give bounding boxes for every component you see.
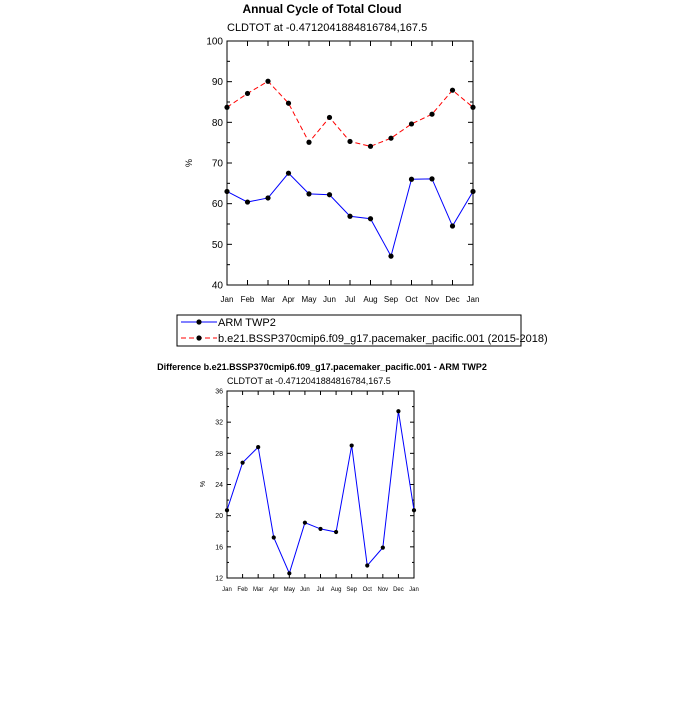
chart1-series-2-point [470,105,475,110]
chart1-subtitle: CLDTOT at -0.4712041884816784,167.5 [227,22,428,34]
legend-label-model: b.e21.BSSP370cmip6.f09_g17.pacemaker_pacific.001 (2015-2018) [218,333,548,345]
chart1-xtick-label: May [301,295,317,304]
chart1-y-axis-label: % [184,158,194,168]
chart1-series-2-point [224,105,229,110]
chart1-series-1-point [265,195,270,200]
chart1-series [224,79,475,259]
chart2-xtick-label: Mar [252,587,264,593]
chart1-series-1-point [306,191,311,196]
chart1-series-1-point [409,177,414,182]
chart2-xtick-label: Sep [346,587,358,593]
chart2-series-1-point [381,546,385,550]
chart2-ytick-label: 28 [215,450,223,458]
chart2-ytick-label: 12 [215,575,223,583]
chart1-series-2-point [429,112,434,117]
difference-chart [157,362,487,593]
chart1-series-2-point [327,115,332,120]
chart1-series-1-point [286,171,291,176]
chart2-series-1-point [412,508,416,512]
chart1-series-1-point [450,223,455,228]
chart1-xtick-label: Jan [220,295,234,304]
chart1-series-1-point [429,176,434,181]
chart1-series-2-point [450,88,455,93]
chart2-xtick-label: Nov [377,587,389,593]
chart2-ytick-label: 36 [215,388,223,396]
chart2-ytick-label: 16 [215,544,223,552]
chart2-xtick-label: Jun [300,587,310,593]
chart1-series-2-point [245,91,250,96]
chart2-xtick-label: Jan [409,587,419,593]
chart1-series-2-point [388,136,393,141]
chart1-xtick-label: Apr [282,295,295,304]
chart1-y-ticks [206,37,473,292]
chart1-series-2-point [306,140,311,145]
chart2-xtick-label: Aug [330,587,342,593]
chart1-series-1-point [327,192,332,197]
chart2-ytick-label: 32 [215,419,223,427]
chart2-series [225,409,416,575]
chart1-ytick-label: 60 [211,199,223,211]
chart1-series-2-point [347,139,352,144]
chart1-title: Annual Cycle of Total Cloud [242,2,402,16]
chart2-plot-frame [227,391,414,578]
chart1-xtick-label: Oct [405,295,418,304]
chart1-ytick-label: 90 [211,77,223,89]
chart2-y-axis-label: % [200,480,207,488]
chart1-series-1-point [470,189,475,194]
chart1-xtick-label: Jul [344,295,356,304]
chart1-ytick-label: 70 [211,158,223,170]
chart2-subtitle: CLDTOT at -0.4712041884816784,167.5 [227,376,391,386]
chart2-series-1-point [256,445,260,449]
chart1-series-1-point [224,189,229,194]
chart2-ytick-label: 24 [215,481,223,489]
chart1-xtick-label: Aug [363,295,378,304]
chart2-xtick-label: Feb [237,587,248,593]
chart2-series-1-point [318,527,322,531]
chart1-series-line-2 [227,81,473,146]
chart1-xtick-label: Dec [445,295,460,304]
legend-marker-model [196,335,201,340]
chart2-series-1-point [303,521,307,525]
chart2-ytick-label: 20 [215,513,223,521]
chart2-xtick-label: Dec [393,587,404,593]
chart1-series-1-point [245,199,250,204]
chart2-series-1-point [365,563,369,567]
chart2-xtick-label: Jan [222,587,232,593]
chart2-series-1-point [334,530,338,534]
chart1-series-1-point [368,216,373,221]
chart2-series-1-point [240,461,244,465]
chart1-series-2-point [368,144,373,149]
legend-label-obs: ARM TWP2 [218,317,276,329]
annual-cycle-chart [177,2,548,346]
chart1-legend [177,315,548,346]
chart1-xtick-label: Sep [383,295,399,304]
chart1-ytick-label: 50 [211,239,223,251]
chart2-xtick-label: Apr [269,587,279,593]
chart1-xtick-label: Feb [240,295,255,304]
chart1-ytick-label: 100 [206,36,223,48]
chart1-xtick-label: Mar [261,295,275,304]
chart1-series-1-point [347,214,352,219]
chart2-y-ticks [215,388,414,582]
chart2-series-1-point [287,571,291,575]
chart2-series-1-point [350,443,354,447]
chart1-series-2-point [286,101,291,106]
chart1-plot-frame [227,41,473,285]
chart2-series-1-point [225,508,229,512]
chart1-xtick-label: Jan [466,295,480,304]
chart1-x-ticks [221,41,480,304]
chart1-ytick-label: 40 [211,280,223,292]
chart2-xtick-label: Jul [316,587,325,593]
chart2-xtick-label: Oct [362,587,372,593]
chart2-title: Difference b.e21.BSSP370cmip6.f09_g17.pacemaker_pacific.001 - ARM TWP2 [157,362,487,372]
chart1-xtick-label: Jun [323,295,336,304]
chart2-series-1-point [272,535,276,539]
chart2-series-1-point [396,409,400,413]
legend-marker-obs [196,319,201,324]
chart1-xtick-label: Nov [424,295,440,304]
chart1-series-1-point [388,254,393,259]
chart1-series-2-point [265,79,270,84]
chart2-xtick-label: May [283,587,296,593]
chart1-ytick-label: 80 [211,117,223,129]
chart2-series-line-1 [227,411,414,573]
chart1-series-2-point [409,121,414,126]
